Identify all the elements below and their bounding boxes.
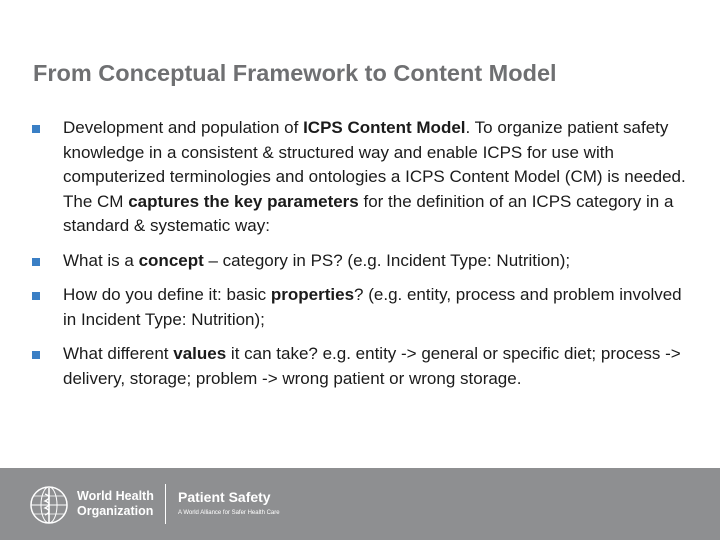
- bullet-segment: . To organize patient safety knowledge in a consistent & structured way and enable ICPS for use with computerized terminologies and ontologies a ICPS Content Model (CM) is needed. The CM: [63, 118, 686, 211]
- bullet-emphasis: ICPS Content Model: [303, 118, 466, 137]
- square-bullet-icon: [32, 258, 40, 266]
- bullet-segment: What is a: [63, 250, 139, 270]
- bullet-text: [63, 344, 681, 388]
- bullet-segment: How do you define it: basic: [63, 285, 271, 304]
- bullet-emphasis: captures the key parameters: [128, 191, 359, 211]
- bullet-list: [32, 116, 697, 401]
- program-name: Patient Safety: [178, 489, 271, 505]
- footer-bar: [0, 468, 720, 540]
- square-bullet-icon: [32, 125, 40, 133]
- bullet-segment: it can take? e.g. entity -> general or specific diet; process -> delivery, storage; problem -> wrong patient or wrong storage.: [63, 344, 681, 388]
- org-name-line: World Health: [77, 489, 154, 503]
- bullet-item: [32, 283, 697, 332]
- bullet-item: [32, 249, 697, 274]
- bullet-emphasis: concept: [138, 250, 204, 270]
- organization-name: [77, 489, 154, 519]
- bullet-emphasis: values: [173, 344, 227, 363]
- bullet-segment: – category in PS? (e.g. Incident Type: Nutrition);: [203, 250, 571, 270]
- footer-divider: [165, 484, 166, 524]
- bullet-emphasis: properties: [270, 285, 355, 304]
- bullet-item: [32, 342, 697, 391]
- program-tagline: A World Alliance for Safer Health Care: [178, 510, 280, 516]
- bullet-segment: What different: [63, 344, 174, 363]
- bullet-text: [63, 285, 682, 329]
- bullet-text: [63, 251, 570, 270]
- bullet-text: [63, 118, 686, 235]
- slide-title: From Conceptual Framework to Content Model: [33, 60, 557, 86]
- square-bullet-icon: [32, 351, 40, 359]
- bullet-item: [32, 116, 697, 239]
- who-emblem-icon: [28, 484, 70, 526]
- bullet-segment: for the definition of an ICPS category in a standard & systematic way:: [63, 191, 674, 235]
- square-bullet-icon: [32, 292, 40, 300]
- org-name-line: Organization: [77, 504, 154, 518]
- bullet-segment: Development and population of: [63, 118, 304, 137]
- bullet-segment: ? (e.g. entity, process and problem involved in Incident Type: Nutrition);: [63, 285, 682, 329]
